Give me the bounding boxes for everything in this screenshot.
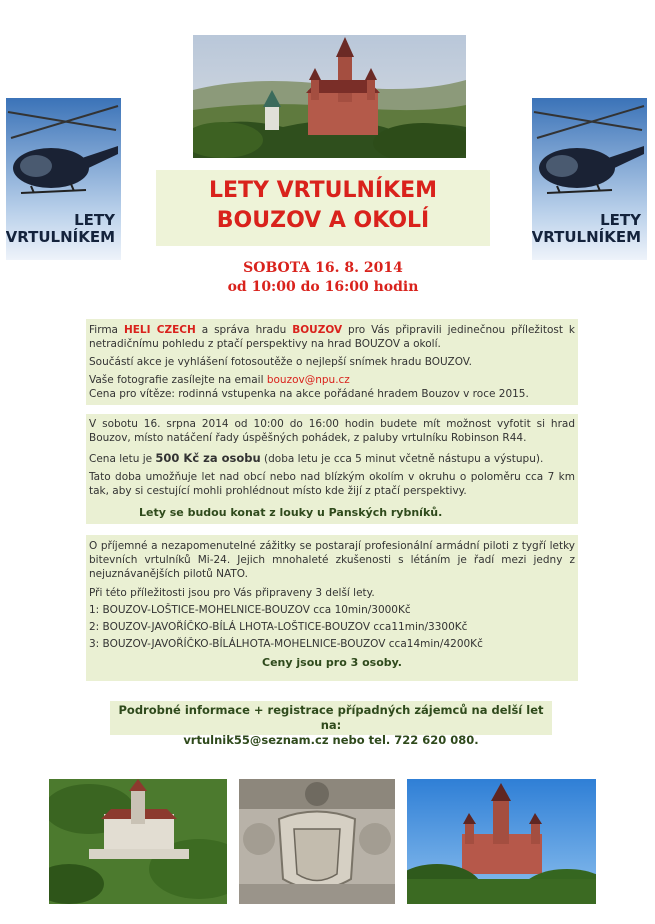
text: pro Vás připravili jedinečnou příležitost k netradičnímu pohledu z ptačí perspektivy na hrad BOUZOV a okolí. [89, 324, 576, 350]
logo-line1: LETY [600, 211, 641, 229]
contact-box [110, 701, 552, 747]
title-line1: LETY VRTULNÍKEM [208, 178, 438, 203]
helicopter-logo-right [532, 98, 647, 260]
price-paragraph [89, 451, 575, 466]
event-date-line2: od 10:00 do 16:00 hodin [227, 279, 419, 295]
flights-intro: V sobotu 16. srpna 2014 od 10:00 do 16:00 hodin budete mít možnost vyfotit si hrad Bouzov, místo natáčení řady úspěšných pohádek, z paluby vrtulníku Robinson R44. [89, 418, 575, 444]
text: a správa hradu [195, 324, 293, 336]
prize-paragraph: Cena pro vítěze: rodinná vstupenka na akce pořádané hradem Bouzov v roce 2015. [89, 388, 529, 400]
title-line2: BOUZOV A OKOLÍ [216, 208, 430, 233]
contest-paragraph: Součástí akce je vyhlášení fotosoutěže o nejlepší snímek hradu BOUZOV. [89, 356, 472, 368]
logo-line1: LETY [74, 211, 115, 229]
text: Cena letu je [89, 453, 156, 465]
info-box-pilots [86, 535, 578, 681]
location-note: Lety se budou konat z louky u Panských rybníků. [139, 506, 443, 519]
contact-line1: Podrobné informace + registrace případných zájemců na delší let na: [118, 703, 544, 732]
bouzov-name: BOUZOV [292, 324, 343, 336]
route-2: 2: BOUZOV-JAVOŘÍČKO-BÍLÁ LHOTA-LOŠTICE-BOUZOV cca11min/3300Kč [89, 621, 468, 633]
info-box-flights [86, 414, 578, 524]
title-box [156, 170, 490, 246]
helicopter-logo-right-text [532, 212, 641, 246]
radius-paragraph: Tato doba umožňuje let nad obcí nebo nad blízkým okolím v okruhu o poloměru cca 7 km tak, aby si cestující mohli prohlédnout místo kde žijí z ptačí perspektivy. [89, 471, 575, 497]
info-box-organizers [86, 319, 578, 405]
route-1: 1: BOUZOV-LOŠTICE-MOHELNICE-BOUZOV cca 10min/3000Kč [89, 604, 411, 616]
price-highlight: 500 Kč za osobu [155, 451, 261, 465]
event-date [156, 259, 490, 297]
email-paragraph [89, 373, 575, 387]
logo-line2: VRTULNÍKEM [532, 228, 641, 246]
event-date-line1: SOBOTA 16. 8. 2014 [243, 260, 403, 276]
text: Vaše fotografie zasílejte na email [89, 374, 267, 386]
heli-czech-name: HELI CZECH [123, 324, 196, 336]
contact-line2: vrtulnik55@seznam.cz nebo tel. 722 620 080. [183, 733, 479, 747]
longer-flights-intro: Při této příležitosti jsou pro Vás připraveny 3 delší lety. [89, 587, 375, 599]
coat-of-arms-photo [239, 779, 395, 904]
castle-aerial-photo [49, 779, 227, 904]
castle-sky-photo [407, 779, 596, 904]
price-note: Ceny jsou pro 3 osoby. [262, 656, 402, 669]
pilots-paragraph: O příjemné a nezapomenutelné zážitky se postarají profesionální armádní piloti z tygří letky bitevních vrtulníků Mi-24. Jejich mnohaleté zkušenosti s létáním je řadí mezi jedny z nejuznávanějších pilotů NATO. [89, 540, 575, 580]
route-3: 3: BOUZOV-JAVOŘÍČKO-BÍLÁLHOTA-MOHELNICE-BOUZOV cca14min/4200Kč [89, 638, 483, 650]
organizers-paragraph [89, 323, 575, 351]
text: (doba letu je cca 5 minut včetně nástupu a výstupu). [260, 453, 544, 465]
helicopter-logo-left [6, 98, 121, 260]
helicopter-logo-left-text [6, 212, 115, 246]
castle-photo-top [193, 35, 466, 158]
text: Firma [89, 324, 124, 336]
logo-line2: VRTULNÍKEM [6, 228, 115, 246]
contest-email-link[interactable]: bouzov@npu.cz [266, 374, 350, 386]
